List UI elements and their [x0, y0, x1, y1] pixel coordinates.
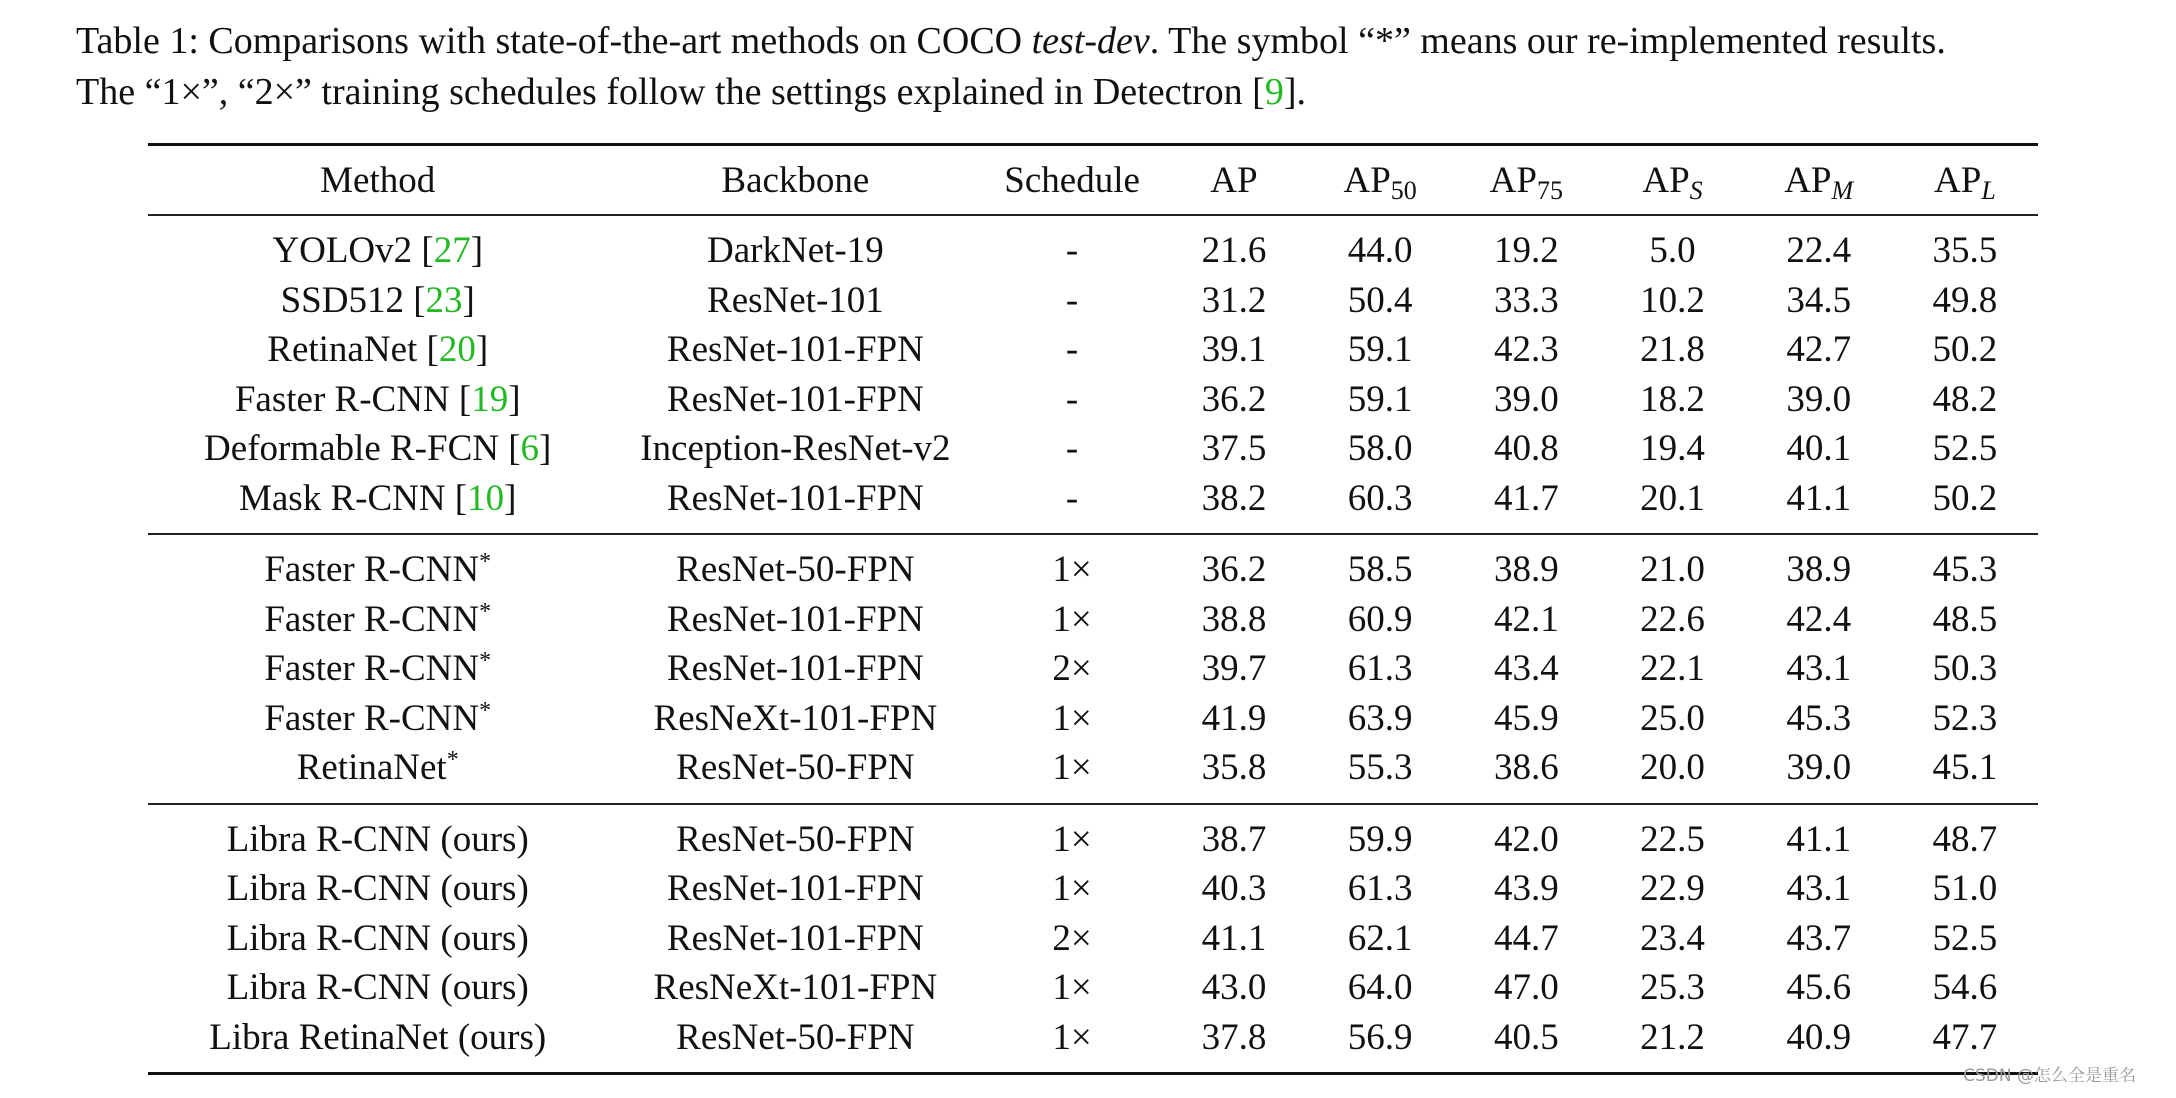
caption-text: . The symbol “*” means our re-implemented results. — [1149, 20, 1946, 62]
cell-schedule: 1× — [1052, 598, 1092, 640]
cell-ap75: 42.3 — [1493, 329, 1559, 371]
cell-ap50: 56.9 — [1347, 1016, 1413, 1058]
cell-method: Libra R-CNN (ours) — [226, 967, 529, 1009]
cell-aps: 20.1 — [1640, 477, 1705, 519]
cell-ap75: 41.7 — [1493, 477, 1559, 519]
cell-apm: 40.9 — [1786, 1016, 1852, 1058]
cell-schedule: - — [1065, 279, 1079, 321]
cell-ap75: 38.6 — [1493, 747, 1559, 789]
cell-aps: 22.5 — [1640, 818, 1705, 860]
table-row — [148, 694, 2038, 744]
header-ap50: $AP_{50}$ — [1343, 159, 1417, 205]
caption-line-1 — [76, 16, 2136, 67]
cell-ap: 35.8 — [1201, 747, 1267, 789]
reimplemented-marker: * — [479, 549, 492, 576]
cell-apm: 42.4 — [1786, 598, 1852, 640]
cell-apm: 34.5 — [1786, 279, 1852, 321]
cell-schedule: 1× — [1052, 868, 1092, 910]
table-row — [148, 815, 2038, 865]
table-row — [148, 864, 2038, 914]
cell-schedule: - — [1065, 329, 1079, 371]
cell-backbone: ResNet-101 — [707, 279, 884, 321]
caption-dataset-split: test-dev — [1031, 20, 1150, 62]
citation-link[interactable]: 10 — [467, 477, 505, 519]
cell-ap: 31.2 — [1201, 279, 1267, 321]
cell-ap: 36.2 — [1201, 549, 1267, 591]
cell-apm: 43.7 — [1786, 917, 1852, 959]
header-method: Method — [320, 159, 436, 201]
cell-ap: 38.8 — [1201, 598, 1267, 640]
cell-backbone: ResNet-50-FPN — [676, 549, 915, 591]
cell-apm: 22.4 — [1786, 230, 1852, 272]
caption-text: Table 1: Comparisons with state-of-the-art methods on COCO — [76, 20, 1032, 62]
bottom-rule — [148, 1072, 2038, 1075]
cell-ap50: 61.3 — [1347, 648, 1413, 690]
cell-apm: 43.1 — [1786, 648, 1852, 690]
table-row — [148, 545, 2038, 595]
cell-backbone: ResNet-101-FPN — [666, 868, 924, 910]
cell-aps: 21.8 — [1640, 329, 1705, 371]
cell-backbone: ResNet-50-FPN — [676, 818, 915, 860]
cell-ap50: 61.3 — [1347, 868, 1413, 910]
cell-apl: 50.3 — [1932, 648, 1998, 690]
cell-apl: 48.2 — [1932, 378, 1998, 420]
cell-ap: 41.9 — [1201, 697, 1267, 739]
cell-backbone: DarkNet-19 — [707, 230, 884, 272]
cell-schedule: - — [1065, 428, 1079, 470]
cell-aps: 22.6 — [1640, 598, 1705, 640]
cell-apm: 42.7 — [1786, 329, 1852, 371]
csdn-watermark: CSDN @怎么全是重名 — [1963, 1066, 2136, 1086]
cell-ap: 40.3 — [1201, 868, 1267, 910]
cell-ap50: 59.1 — [1347, 378, 1413, 420]
citation-link[interactable]: 20 — [438, 329, 476, 371]
cell-apl: 50.2 — [1932, 329, 1998, 371]
caption-text: ]. — [1283, 71, 1306, 113]
header-ap75: $AP_{75}$ — [1489, 159, 1563, 205]
cell-ap75: 38.9 — [1493, 549, 1559, 591]
citation-link[interactable]: 6 — [520, 428, 540, 470]
reimplemented-marker: * — [479, 697, 492, 724]
cell-ap75: 42.0 — [1493, 818, 1559, 860]
table-row — [148, 644, 2038, 694]
cell-apl: 50.2 — [1932, 477, 1998, 519]
cell-ap: 43.0 — [1201, 967, 1267, 1009]
cell-ap75: 42.1 — [1493, 598, 1559, 640]
header-apl: $AP_L$ — [1934, 159, 1996, 205]
cell-schedule: 1× — [1052, 1016, 1092, 1058]
cell-method: Faster R-CNN* — [264, 697, 492, 739]
cell-backbone: ResNet-50-FPN — [676, 747, 915, 789]
cell-apl: 45.1 — [1932, 747, 1998, 789]
cell-ap50: 55.3 — [1347, 747, 1413, 789]
cell-aps: 25.0 — [1640, 697, 1705, 739]
cell-schedule: 1× — [1052, 818, 1092, 860]
cell-apm: 39.0 — [1786, 378, 1852, 420]
cell-ap: 41.1 — [1201, 917, 1267, 959]
cell-method: Libra R-CNN (ours) — [226, 818, 529, 860]
cell-schedule: - — [1065, 230, 1079, 272]
table-row — [148, 474, 2038, 524]
cell-apl: 48.5 — [1932, 598, 1998, 640]
table-group — [148, 216, 2038, 533]
cell-apl: 51.0 — [1932, 868, 1998, 910]
cell-aps: 18.2 — [1640, 378, 1705, 420]
cell-apm: 38.9 — [1786, 549, 1852, 591]
cell-apm: 43.1 — [1786, 868, 1852, 910]
cell-ap50: 60.9 — [1347, 598, 1413, 640]
table-row — [148, 1013, 2038, 1063]
cell-method: SSD512 [23] — [280, 279, 475, 321]
citation-link[interactable]: 19 — [471, 378, 509, 420]
cell-ap75: 40.8 — [1493, 428, 1559, 470]
cell-ap75: 39.0 — [1493, 378, 1559, 420]
cell-aps: 22.9 — [1640, 868, 1705, 910]
cell-backbone: ResNet-50-FPN — [676, 1016, 915, 1058]
cell-schedule: 2× — [1052, 917, 1092, 959]
cell-apl: 35.5 — [1932, 230, 1998, 272]
cell-backbone: ResNet-101-FPN — [666, 378, 924, 420]
cell-aps: 21.2 — [1640, 1016, 1705, 1058]
cell-ap50: 58.5 — [1347, 549, 1413, 591]
citation-link[interactable]: 9 — [1264, 71, 1284, 113]
cell-schedule: - — [1065, 378, 1079, 420]
cell-backbone: ResNet-101-FPN — [666, 598, 924, 640]
cell-method: RetinaNet* — [296, 747, 459, 789]
cell-apl: 47.7 — [1932, 1016, 1998, 1058]
cell-apm: 41.1 — [1786, 477, 1852, 519]
cell-schedule: 1× — [1052, 747, 1092, 789]
cell-ap75: 19.2 — [1493, 230, 1559, 272]
cell-ap: 38.7 — [1201, 818, 1267, 860]
cell-apm: 40.1 — [1786, 428, 1852, 470]
table-caption — [76, 16, 2136, 118]
reimplemented-marker: * — [446, 747, 459, 774]
cell-ap: 39.7 — [1201, 648, 1267, 690]
caption-line-2 — [76, 67, 2136, 118]
table-row — [148, 375, 2038, 425]
table-group — [148, 535, 2038, 803]
cell-ap: 37.8 — [1201, 1016, 1267, 1058]
cell-aps: 5.0 — [1649, 230, 1696, 272]
citation-link[interactable]: 27 — [433, 230, 471, 272]
cell-method: Libra R-CNN (ours) — [226, 917, 529, 959]
cell-ap75: 40.5 — [1493, 1016, 1559, 1058]
cell-backbone: ResNet-101-FPN — [666, 917, 924, 959]
header-ap: AP — [1210, 159, 1258, 201]
cell-apm: 45.6 — [1786, 967, 1852, 1009]
cell-ap: 36.2 — [1201, 378, 1267, 420]
caption-text: The “1×”, “2×” training schedules follow the settings explained in Detectron [ — [76, 71, 1265, 113]
cell-ap: 38.2 — [1201, 477, 1267, 519]
cell-schedule: 2× — [1052, 648, 1092, 690]
header-schedule: Schedule — [1004, 159, 1140, 201]
cell-apm: 41.1 — [1786, 818, 1852, 860]
cell-aps: 19.4 — [1640, 428, 1705, 470]
cell-apl: 52.5 — [1932, 917, 1998, 959]
cell-ap: 37.5 — [1201, 428, 1267, 470]
cell-ap50: 59.9 — [1347, 818, 1413, 860]
cell-ap50: 62.1 — [1347, 917, 1413, 959]
cell-backbone: ResNeXt-101-FPN — [653, 697, 938, 739]
table-group — [148, 805, 2038, 1073]
cell-ap75: 45.9 — [1493, 697, 1559, 739]
comparison-table — [148, 143, 2038, 1075]
cell-ap50: 44.0 — [1347, 230, 1413, 272]
cell-aps: 10.2 — [1640, 279, 1705, 321]
cell-ap50: 50.4 — [1347, 279, 1413, 321]
cell-backbone: ResNet-101-FPN — [666, 648, 924, 690]
cell-ap75: 33.3 — [1493, 279, 1559, 321]
cell-ap75: 47.0 — [1493, 967, 1559, 1009]
cell-method: Mask R-CNN [10] — [238, 477, 517, 519]
cell-schedule: 1× — [1052, 967, 1092, 1009]
cell-method: Deformable R-FCN [6] — [204, 428, 552, 470]
table-row — [148, 226, 2038, 276]
header-row — [148, 146, 2038, 214]
cell-apl: 49.8 — [1932, 279, 1998, 321]
table-row — [148, 424, 2038, 474]
cell-method: Faster R-CNN [19] — [234, 378, 521, 420]
table-body — [148, 216, 2038, 1072]
cell-schedule: 1× — [1052, 697, 1092, 739]
cell-method: YOLOv2 [27] — [272, 230, 484, 272]
cell-aps: 23.4 — [1640, 917, 1705, 959]
cell-method: Faster R-CNN* — [264, 648, 492, 690]
header-apm: $AP_M$ — [1784, 159, 1854, 205]
cell-ap: 39.1 — [1201, 329, 1267, 371]
cell-backbone: ResNeXt-101-FPN — [653, 967, 938, 1009]
cell-ap75: 43.4 — [1493, 648, 1559, 690]
table-row — [148, 914, 2038, 964]
cell-apm: 45.3 — [1786, 697, 1852, 739]
cell-aps: 21.0 — [1640, 549, 1705, 591]
reimplemented-marker: * — [479, 598, 492, 625]
cell-ap50: 63.9 — [1347, 697, 1413, 739]
table-row — [148, 963, 2038, 1013]
cell-method: Faster R-CNN* — [264, 549, 492, 591]
cell-schedule: - — [1065, 477, 1079, 519]
citation-link[interactable]: 23 — [425, 279, 463, 321]
cell-apl: 48.7 — [1932, 818, 1998, 860]
cell-method: Libra R-CNN (ours) — [226, 868, 529, 910]
cell-aps: 22.1 — [1640, 648, 1705, 690]
cell-method: Libra RetinaNet (ours) — [209, 1016, 547, 1058]
cell-ap50: 58.0 — [1347, 428, 1413, 470]
cell-method: Faster R-CNN* — [264, 598, 492, 640]
cell-backbone: ResNet-101-FPN — [666, 329, 924, 371]
cell-ap75: 44.7 — [1493, 917, 1559, 959]
table-row — [148, 325, 2038, 375]
cell-ap50: 59.1 — [1347, 329, 1413, 371]
cell-aps: 20.0 — [1640, 747, 1705, 789]
cell-ap: 21.6 — [1201, 230, 1267, 272]
cell-apl: 52.5 — [1932, 428, 1998, 470]
cell-ap50: 60.3 — [1347, 477, 1413, 519]
cell-apl: 54.6 — [1932, 967, 1998, 1009]
table-row — [148, 595, 2038, 645]
table-row — [148, 276, 2038, 326]
table-row — [148, 743, 2038, 793]
header-aps: $AP_S$ — [1642, 159, 1703, 205]
cell-backbone: Inception-ResNet-v2 — [640, 428, 951, 470]
header-backbone: Backbone — [721, 159, 870, 201]
reimplemented-marker: * — [479, 648, 492, 675]
cell-apl: 52.3 — [1932, 697, 1998, 739]
cell-schedule: 1× — [1052, 549, 1092, 591]
cell-method: RetinaNet [20] — [267, 329, 489, 371]
cell-apl: 45.3 — [1932, 549, 1998, 591]
cell-apm: 39.0 — [1786, 747, 1852, 789]
cell-ap75: 43.9 — [1493, 868, 1559, 910]
cell-aps: 25.3 — [1640, 967, 1705, 1009]
cell-ap50: 64.0 — [1347, 967, 1413, 1009]
cell-backbone: ResNet-101-FPN — [666, 477, 924, 519]
